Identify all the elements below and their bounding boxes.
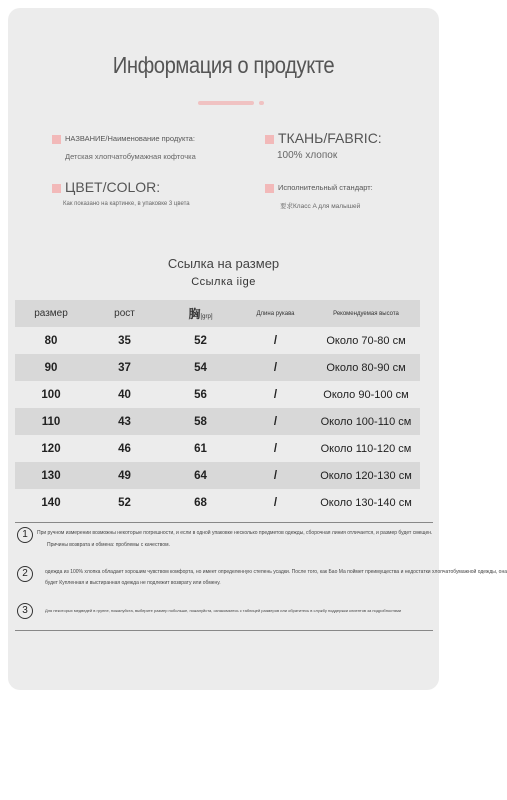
fabric-label-row: [265, 130, 382, 146]
table-cell: 40: [118, 388, 131, 401]
table-cell: /: [239, 462, 312, 489]
fabric-value: 100% хлопок: [277, 150, 338, 161]
table-cell: 100: [41, 388, 61, 401]
note-2-line-2: будет Купленная и выстиранная одежда не подлежит возврату или обмену.: [45, 580, 221, 586]
table-header-row: [15, 300, 420, 327]
fabric-label: ТКАНЬ/FABRIC:: [278, 130, 382, 146]
table-cell: Около 120-130 см: [312, 462, 420, 489]
bullet-square-icon: [265, 135, 274, 144]
table-cell: /: [239, 408, 312, 435]
table-cell: /: [273, 442, 278, 455]
table-cell: Около 130-140 см: [320, 496, 412, 509]
title-underline-dot: [259, 101, 264, 105]
table-cell: 61: [194, 442, 207, 455]
color-value: Как показано на картинке, в упаковке 3 цвета: [63, 201, 190, 207]
table-cell: 37: [87, 354, 162, 381]
table-row: [15, 408, 420, 435]
table-cell: Около 110-120 см: [320, 442, 412, 455]
table-cell: /: [273, 388, 278, 401]
table-row: [15, 327, 420, 354]
table-row: [15, 381, 420, 408]
table-cell: /: [273, 334, 278, 347]
table-cell: 140: [41, 496, 61, 509]
standard-label-row: [265, 183, 373, 193]
table-cell: 35: [118, 334, 131, 347]
color-label-row: [52, 179, 160, 195]
table-cell: 68: [194, 496, 207, 509]
table-cell: Около 80-90 см: [312, 354, 420, 381]
table-cell: 110: [15, 408, 87, 435]
name-value: Детская хлопчатобумажная кофточка: [65, 152, 196, 161]
page-title: Информация о продукте: [112, 52, 335, 78]
table-cell: Около 100-110 см: [312, 408, 420, 435]
color-label: ЦВЕТ/COLOR:: [65, 179, 161, 195]
note-1-line-1: При ручном измерении возможны некоторые погрешности, и если в одной упаковке несколько предметов одежды, сборочная линия отличается, и размер будет смещен.: [37, 530, 433, 536]
table-cell: 90: [15, 354, 87, 381]
header-chest-main: 胸: [188, 307, 201, 321]
bullet-square-icon: [265, 184, 274, 193]
table-cell: Около 90-100 см: [323, 388, 409, 401]
divider: [15, 522, 433, 523]
size-reference-heading: Ссылка на размер: [167, 256, 280, 271]
table-cell: 43: [87, 408, 162, 435]
table-row: [15, 462, 420, 489]
table-cell: 46: [118, 442, 131, 455]
note-number-2: 2: [17, 566, 33, 582]
bullet-square-icon: [52, 135, 61, 144]
header-sleeve: Длина рукава: [239, 300, 312, 327]
table-cell: /: [239, 354, 312, 381]
table-cell: 49: [87, 462, 162, 489]
header-recommended-height: Рекомендуемая высота: [312, 300, 420, 327]
header-height: рост: [87, 300, 162, 327]
note-2-line-1: одежда из 100% хлопка обладает хорошим чувством комфорта, но имеет определенную степень усадки. После того, как Бао Ма поймет преимущества и недостатки хлопчатобумажной одежды, она: [45, 569, 507, 575]
table-cell: 58: [162, 408, 239, 435]
table-row: [15, 489, 420, 516]
bullet-square-icon: [52, 184, 61, 193]
table-cell: 80: [44, 334, 58, 347]
note-number-1: 1: [17, 527, 33, 543]
table-cell: 120: [41, 442, 61, 455]
table-row: [15, 435, 420, 462]
header-chest-suffix: [grp]: [200, 314, 213, 320]
size-table: [15, 300, 420, 516]
note-3-line-1: Для некоторых медведей в группе, пожалуйста, выберите размер побольше, пожалуйста, ознакомьтесь с таблицей размеров или обратитесь в службу поддержки клиентов за подробностями: [45, 608, 402, 613]
name-label: НАЗВАНИЕ/Наименование продукта:: [65, 134, 195, 143]
table-cell: 130: [15, 462, 87, 489]
table-cell: 64: [162, 462, 239, 489]
divider: [15, 630, 433, 631]
table-row: [15, 354, 420, 381]
table-cell: Около 70-80 см: [326, 334, 406, 347]
table-cell: 52: [118, 496, 131, 509]
note-1-line-2: Причины возврата и обмена: проблемы с качеством.: [47, 542, 170, 548]
size-reference-subheading: Ссылка iige: [191, 276, 256, 288]
table-cell: 54: [162, 354, 239, 381]
header-size: размер: [15, 300, 87, 327]
note-number-3: 3: [17, 603, 33, 619]
header-chest: [162, 300, 239, 327]
standard-label: Исполнительный стандарт:: [278, 183, 373, 192]
table-cell: /: [273, 496, 278, 509]
standard-value: 要求Класс A для малышей: [280, 203, 361, 210]
table-cell: 52: [194, 334, 207, 347]
name-label-row: [52, 134, 195, 144]
title-underline: [198, 101, 254, 105]
table-cell: 56: [194, 388, 207, 401]
